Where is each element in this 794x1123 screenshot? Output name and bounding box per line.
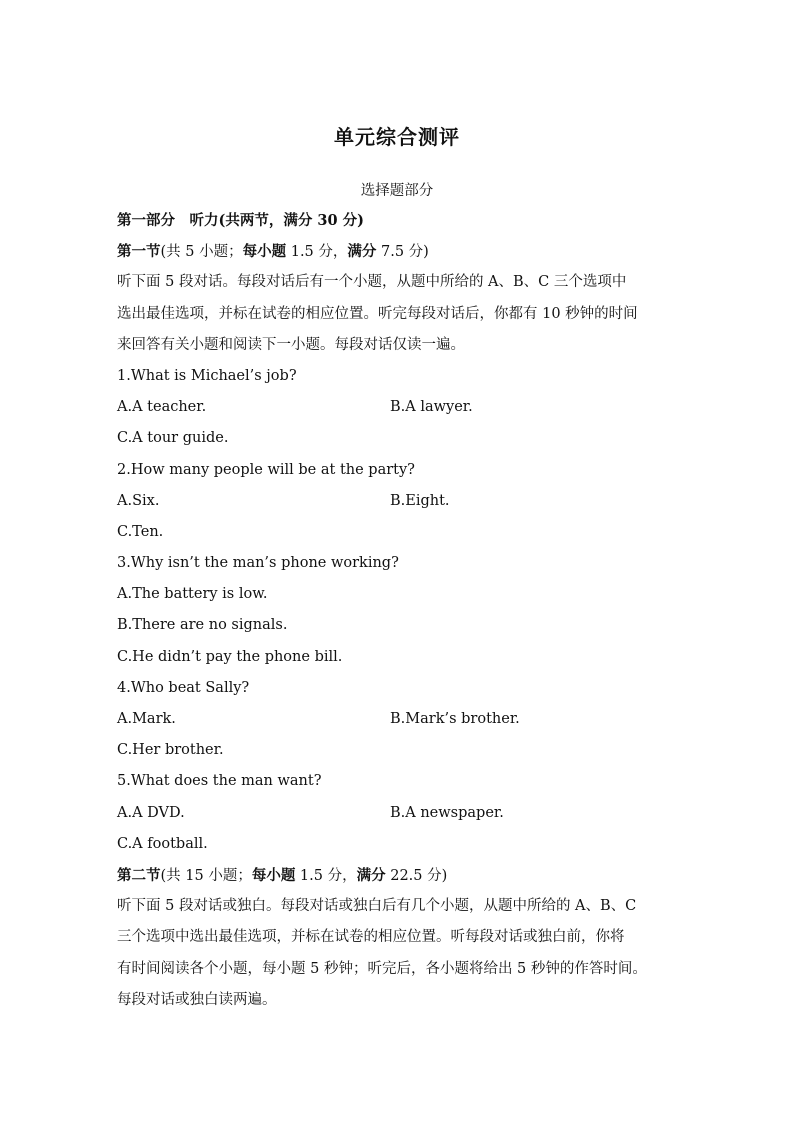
- section2-note-b: 每小题: [251, 866, 296, 884]
- section2-heading-label: 第二节: [117, 866, 161, 884]
- option-a: A.Mark.: [117, 711, 176, 727]
- part1-heading-label: 第一部分 听力: [117, 212, 219, 229]
- instruction-line: 有时间阅读各个小题，每小题 5 秒钟；听完后，各小题将给出 5 秒钟的作答时间。: [117, 960, 647, 977]
- section1-note-a: (共 5 小题；: [160, 244, 243, 261]
- question-4: 4.Who beat Sally?: [117, 679, 250, 696]
- document-subtitle: 选择题部分: [360, 183, 434, 199]
- section2-instructions: [117, 891, 677, 1016]
- section1-note-c: 1.5 分，: [286, 244, 348, 261]
- question-1-options-ab: [117, 392, 677, 423]
- section1-instructions: [117, 267, 677, 361]
- question-2: 2.How many people will be at the party?: [117, 461, 415, 478]
- part1-heading-note: (共两节，满分 30 分): [218, 212, 364, 229]
- instruction-line: 每段对话或独白读两遍。: [117, 991, 277, 1008]
- option-b: B.There are no signals.: [117, 617, 288, 634]
- section1-heading-label: 第一节: [117, 243, 161, 261]
- option-a: A.The battery is low.: [117, 586, 268, 603]
- instruction-line: 听下面 5 段对话。每段对话后有一个小题，从题中所给的 A、B、C 三个选项中: [117, 274, 627, 291]
- instruction-line: 三个选项中选出最佳选项，并标在试卷的相应位置。听每段对话或独白前，你将: [117, 929, 625, 946]
- question-3: 3.Why isn’t the man’s phone working?: [117, 555, 399, 572]
- option-c: C.A tour guide.: [117, 430, 229, 447]
- question-4-options-ab: [117, 704, 677, 735]
- option-c: C.He didn’t pay the phone bill.: [117, 648, 343, 665]
- question-5: 5.What does the man want?: [117, 773, 322, 790]
- part1-heading: [117, 205, 677, 236]
- section1-note-b: 每小题: [242, 243, 287, 261]
- option-a: A.A DVD.: [117, 804, 185, 821]
- section2-note-e: 22.5 分): [385, 867, 448, 884]
- document-title: 单元综合测评: [334, 125, 460, 149]
- section1-note-d: 满分: [347, 243, 377, 261]
- question-5-options-ab: [117, 798, 677, 829]
- option-b: B.Mark’s brother.: [390, 711, 520, 727]
- section2-note-d: 满分: [356, 866, 386, 884]
- question-2-options-ab: [117, 486, 677, 517]
- section2-heading: [117, 860, 677, 891]
- question-1: 1.What is Michael’s job?: [117, 367, 297, 384]
- section1-note-e: 7.5 分): [376, 244, 429, 261]
- option-a: A.Six.: [117, 492, 160, 509]
- section2-note-c: 1.5 分，: [295, 867, 357, 884]
- section1-heading: [117, 236, 677, 267]
- option-b: B.A lawyer.: [390, 399, 473, 416]
- section2-note-a: (共 15 小题；: [160, 867, 252, 884]
- document-content: [117, 205, 677, 1016]
- option-b: B.A newspaper.: [390, 804, 504, 821]
- option-a: A.A teacher.: [117, 399, 207, 416]
- option-b: B.Eight.: [390, 492, 450, 509]
- instruction-line: 来回答有关小题和阅读下一小题。每段对话仅读一遍。: [117, 336, 465, 353]
- instruction-line: 选出最佳选项，并标在试卷的相应位置。听完每段对话后，你都有 10 秒钟的时间: [117, 305, 638, 322]
- option-c: C.A football.: [117, 835, 208, 852]
- option-c: C.Her brother.: [117, 742, 224, 759]
- instruction-line: 听下面 5 段对话或独白。每段对话或独白后有几个小题，从题中所给的 A、B、C: [117, 898, 637, 915]
- option-c: C.Ten.: [117, 523, 164, 540]
